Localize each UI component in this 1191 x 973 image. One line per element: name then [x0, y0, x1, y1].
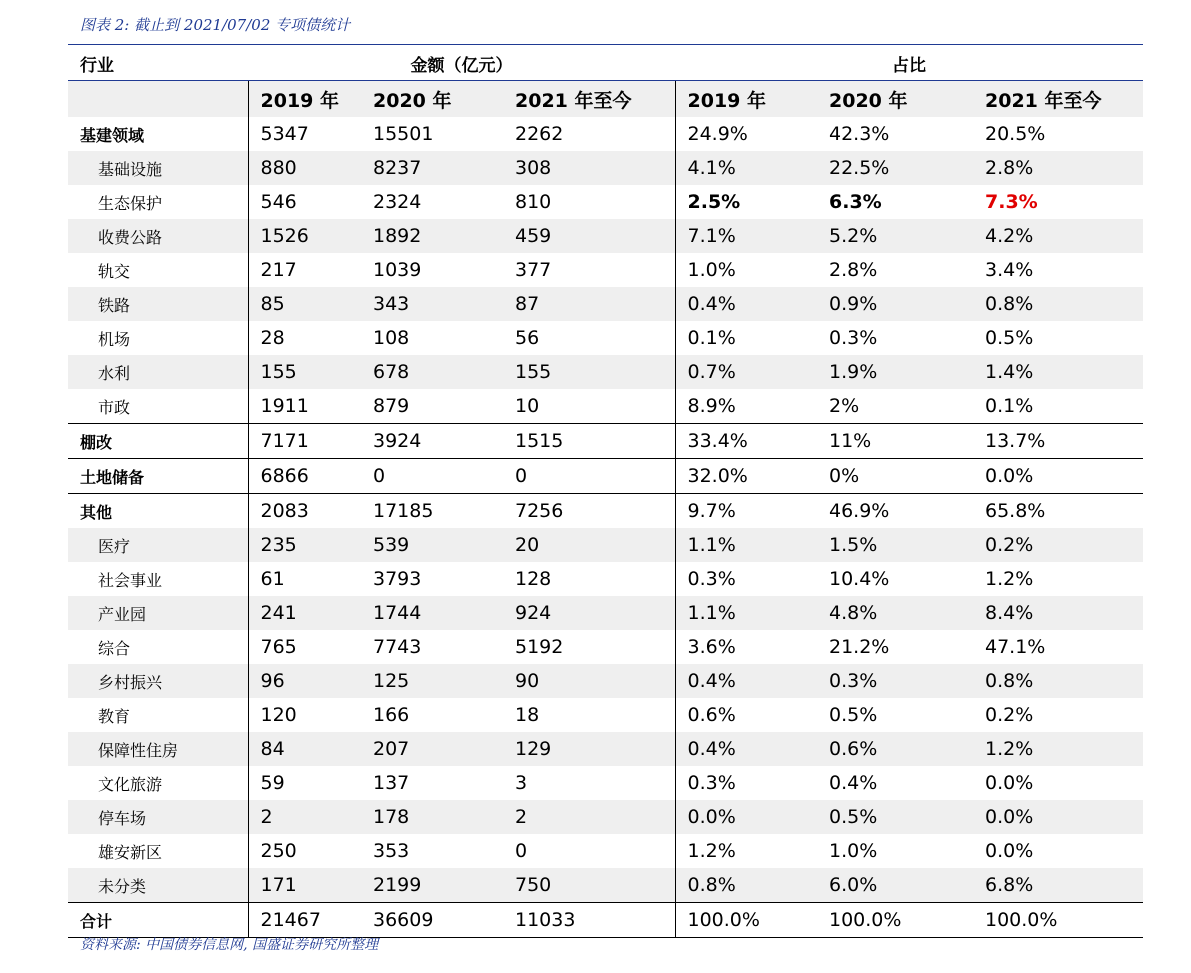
cell: 810 — [503, 185, 675, 219]
cell: 546 — [260, 191, 297, 213]
row-label: 基建领域 — [68, 117, 248, 151]
cell: 2 — [503, 800, 675, 834]
cell: 7256 — [503, 494, 675, 529]
row-label: 轨交 — [68, 253, 248, 287]
cell: 9.7% — [687, 500, 736, 522]
cell: 0.3% — [829, 670, 878, 692]
cell: 11% — [817, 424, 973, 459]
header-year: 2019 年 — [248, 81, 361, 118]
cell: 3 — [503, 766, 675, 800]
cell: 10.4% — [829, 568, 890, 590]
table-row — [68, 528, 1143, 562]
cell: 2.8% — [985, 157, 1034, 179]
cell: 125 — [373, 670, 410, 692]
cell: 7743 — [373, 636, 422, 658]
cell: 1.2% — [985, 568, 1034, 590]
cell: 24.9% — [687, 123, 748, 145]
cell: 171 — [260, 874, 297, 896]
table-row — [68, 732, 1143, 766]
cell: 924 — [503, 596, 675, 630]
cell: 28 — [260, 327, 285, 349]
cell: 3793 — [373, 568, 422, 590]
header-row-groups — [68, 46, 1143, 81]
cell: 8.9% — [675, 389, 817, 424]
row-label: 雄安新区 — [68, 834, 248, 868]
header-row-years — [68, 81, 1143, 118]
cell: 0.0% — [973, 459, 1143, 494]
table-row — [68, 219, 1143, 253]
cell: 178 — [373, 806, 410, 828]
row-label: 铁路 — [68, 287, 248, 321]
cell: 4.1% — [687, 157, 736, 179]
cell: 36609 — [361, 903, 503, 938]
cell: 0.1% — [973, 389, 1143, 424]
cell: 207 — [373, 738, 410, 760]
cell-highlight: 7.3% — [985, 191, 1038, 213]
cell: 8237 — [373, 157, 422, 179]
cell: 0.5% — [829, 806, 878, 828]
table-row — [68, 117, 1143, 151]
table-row — [68, 321, 1143, 355]
cell: 6866 — [248, 459, 361, 494]
cell: 0.8% — [985, 293, 1034, 315]
header-amount: 金额（亿元） — [248, 46, 675, 81]
row-label: 医疗 — [68, 528, 248, 562]
cell: 0% — [817, 459, 973, 494]
cell: 353 — [373, 840, 410, 862]
cell: 5192 — [503, 630, 675, 664]
row-label: 收费公路 — [68, 219, 248, 253]
cell: 0.5% — [829, 704, 878, 726]
table-row — [68, 698, 1143, 732]
table-row — [68, 868, 1143, 903]
cell: 20 — [503, 528, 675, 562]
cell: 0.8% — [687, 874, 736, 896]
row-label: 文化旅游 — [68, 766, 248, 800]
cell: 1.2% — [985, 738, 1034, 760]
table-row — [68, 151, 1143, 185]
header-year: 2019 年 — [675, 81, 817, 118]
cell: 0 — [503, 459, 675, 494]
cell: 377 — [503, 253, 675, 287]
table-row — [68, 766, 1143, 800]
cell: 85 — [260, 293, 285, 315]
row-label: 基础设施 — [68, 151, 248, 185]
source-note: 资料来源: 中国债券信息网, 国盛证券研究所整理 — [80, 937, 379, 953]
cell: 0.8% — [985, 670, 1034, 692]
cell: 155 — [260, 361, 297, 383]
cell: 0 — [503, 834, 675, 868]
cell: 1892 — [373, 225, 422, 247]
cell: 0.7% — [687, 361, 736, 383]
cell: 0.0% — [985, 772, 1034, 794]
cell: 18 — [503, 698, 675, 732]
caption-divider — [68, 44, 1143, 45]
table-row — [68, 630, 1143, 664]
cell: 235 — [260, 534, 297, 556]
row-label: 乡村振兴 — [68, 664, 248, 698]
cell: 250 — [260, 840, 297, 862]
cell: 750 — [503, 868, 675, 903]
table-row — [68, 562, 1143, 596]
cell: 100.0% — [817, 903, 973, 938]
cell: 0.3% — [829, 327, 878, 349]
cell: 65.8% — [985, 500, 1046, 522]
row-label: 土地储备 — [68, 459, 248, 494]
row-label: 棚改 — [68, 424, 248, 459]
table-row — [68, 834, 1143, 868]
row-label: 未分类 — [68, 868, 248, 903]
cell: 1744 — [373, 602, 422, 624]
cell: 1.1% — [687, 602, 736, 624]
cell: 3.6% — [687, 636, 736, 658]
cell: 3924 — [361, 424, 503, 459]
header-industry: 行业 — [68, 46, 248, 81]
table-row — [68, 253, 1143, 287]
cell: 0.6% — [829, 738, 878, 760]
cell: 56 — [503, 321, 675, 355]
row-label: 停车场 — [68, 800, 248, 834]
row-label: 社会事业 — [68, 562, 248, 596]
cell: 0.2% — [985, 534, 1034, 556]
cell: 880 — [260, 157, 297, 179]
cell: 4.2% — [985, 225, 1034, 247]
cell: 120 — [260, 704, 297, 726]
cell: 21.2% — [829, 636, 890, 658]
cell: 0.3% — [687, 772, 736, 794]
table-row — [68, 800, 1143, 834]
cell: 0.0% — [687, 806, 736, 828]
cell: 2% — [817, 389, 973, 424]
cell: 1911 — [248, 389, 361, 424]
cell: 0.2% — [985, 704, 1034, 726]
header-share: 占比 — [675, 46, 1143, 81]
row-label: 生态保护 — [68, 185, 248, 219]
row-label: 产业园 — [68, 596, 248, 630]
table-row — [68, 459, 1143, 494]
cell: 1515 — [503, 424, 675, 459]
cell: 343 — [373, 293, 410, 315]
cell: 100.0% — [973, 903, 1143, 938]
row-label: 机场 — [68, 321, 248, 355]
cell: 0.4% — [687, 670, 736, 692]
cell: 42.3% — [829, 123, 890, 145]
table-row — [68, 389, 1143, 424]
cell: 0.6% — [687, 704, 736, 726]
cell: 47.1% — [985, 636, 1046, 658]
cell: 1.0% — [687, 259, 736, 281]
table-row — [68, 185, 1143, 219]
table-row — [68, 287, 1143, 321]
table-row — [68, 424, 1143, 459]
cell: 5.2% — [829, 225, 878, 247]
cell: 84 — [260, 738, 285, 760]
cell: 5347 — [260, 123, 309, 145]
cell: 1.1% — [687, 534, 736, 556]
cell: 155 — [503, 355, 675, 389]
cell: 879 — [361, 389, 503, 424]
cell: 1526 — [260, 225, 309, 247]
cell: 0.4% — [829, 772, 878, 794]
cell: 0.0% — [985, 806, 1034, 828]
cell: 1.9% — [829, 361, 878, 383]
cell: 3.4% — [985, 259, 1034, 281]
cell: 11033 — [503, 903, 675, 938]
cell: 13.7% — [973, 424, 1143, 459]
cell: 46.9% — [829, 500, 890, 522]
table-row — [68, 494, 1143, 529]
row-label: 综合 — [68, 630, 248, 664]
table-row — [68, 596, 1143, 630]
cell: 7.1% — [687, 225, 736, 247]
cell: 10 — [503, 389, 675, 424]
cell: 4.8% — [829, 602, 878, 624]
cell: 137 — [373, 772, 410, 794]
row-label: 水利 — [68, 355, 248, 389]
table-row — [68, 664, 1143, 698]
cell: 90 — [503, 664, 675, 698]
cell: 2262 — [503, 117, 675, 151]
cell: 241 — [260, 602, 297, 624]
cell: 22.5% — [829, 157, 890, 179]
cell: 100.0% — [675, 903, 817, 938]
cell: 108 — [373, 327, 410, 349]
header-blank — [68, 81, 248, 118]
cell: 0.3% — [687, 568, 736, 590]
figure-caption: 图表 2: 截止到 2021/07/02 专项债统计 — [80, 16, 351, 34]
row-label: 保障性住房 — [68, 732, 248, 766]
cell: 2 — [260, 806, 273, 828]
cell: 6.0% — [829, 874, 878, 896]
row-label: 教育 — [68, 698, 248, 732]
cell: 0 — [361, 459, 503, 494]
cell: 0.0% — [985, 840, 1034, 862]
cell: 0.9% — [829, 293, 878, 315]
header-year: 2020 年 — [817, 81, 973, 118]
cell: 539 — [373, 534, 410, 556]
cell: 32.0% — [675, 459, 817, 494]
cell: 7171 — [248, 424, 361, 459]
header-year: 2021 年至今 — [973, 81, 1143, 118]
cell: 0.5% — [985, 327, 1034, 349]
cell: 459 — [503, 219, 675, 253]
cell: 8.4% — [985, 602, 1034, 624]
cell: 96 — [260, 670, 285, 692]
cell: 0.4% — [687, 293, 736, 315]
cell: 2324 — [373, 191, 422, 213]
cell: 21467 — [248, 903, 361, 938]
cell: 33.4% — [675, 424, 817, 459]
row-label: 合计 — [68, 903, 248, 938]
cell: 1039 — [373, 259, 422, 281]
cell: 308 — [503, 151, 675, 185]
table-row — [68, 355, 1143, 389]
cell: 20.5% — [985, 123, 1046, 145]
row-label: 其他 — [68, 494, 248, 529]
cell: 1.2% — [687, 840, 736, 862]
cell: 1.5% — [829, 534, 878, 556]
cell: 0.4% — [687, 738, 736, 760]
cell: 217 — [260, 259, 297, 281]
cell: 678 — [373, 361, 410, 383]
total-row — [68, 903, 1143, 938]
cell: 61 — [260, 568, 285, 590]
header-year: 2020 年 — [361, 81, 503, 118]
cell: 128 — [503, 562, 675, 596]
cell: 166 — [373, 704, 410, 726]
row-label: 市政 — [68, 389, 248, 424]
cell: 0.1% — [687, 327, 736, 349]
header-year: 2021 年至今 — [503, 81, 675, 118]
cell: 17185 — [373, 500, 434, 522]
cell: 1.0% — [829, 840, 878, 862]
cell: 765 — [260, 636, 297, 658]
special-bond-table — [68, 46, 1143, 938]
cell: 1.4% — [985, 361, 1034, 383]
cell: 15501 — [373, 123, 434, 145]
cell: 59 — [260, 772, 285, 794]
cell: 2083 — [260, 500, 309, 522]
cell: 2.8% — [829, 259, 878, 281]
cell: 6.3% — [829, 191, 882, 213]
cell: 2.5% — [687, 191, 741, 213]
cell: 129 — [503, 732, 675, 766]
cell: 87 — [503, 287, 675, 321]
cell: 2199 — [373, 874, 422, 896]
cell: 6.8% — [985, 874, 1034, 896]
